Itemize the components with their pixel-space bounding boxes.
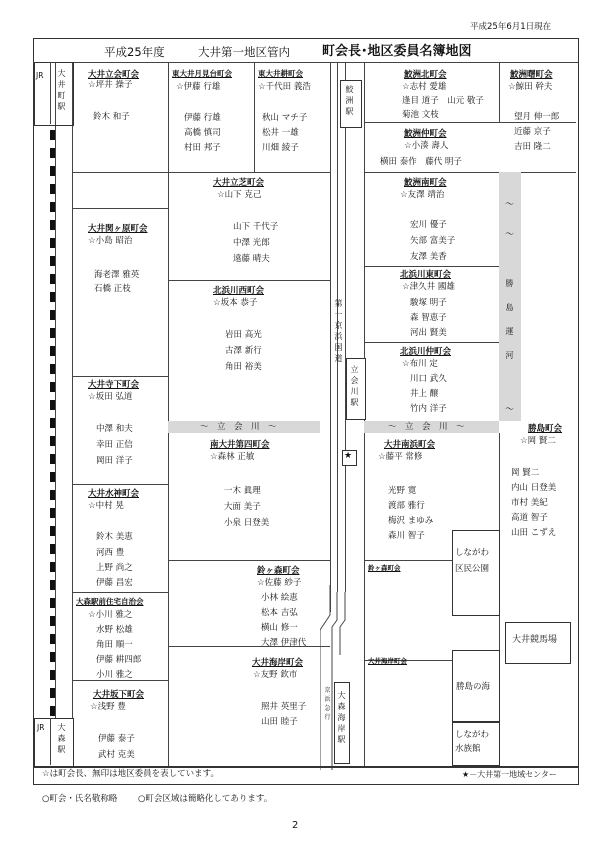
- page-title: 町会長･地区委員名簿地図: [322, 44, 472, 59]
- council-member: 松井 一雄: [262, 128, 299, 138]
- council-name-small: 鈴ヶ森町会: [368, 564, 401, 572]
- council-name: 鮫洲曙町会: [510, 70, 553, 80]
- tachiaigawa-station: 立会川駅: [350, 365, 359, 407]
- column-line: [254, 62, 255, 172]
- council-member: 古澤 新行: [225, 346, 262, 356]
- block-divider: [364, 266, 499, 267]
- council-member: 森川 智子: [388, 531, 425, 541]
- council-member: 高道 智子: [511, 513, 548, 523]
- council-name: 東大井耕町会: [258, 69, 303, 78]
- council-member: 逢目 道子 山元 敬子: [402, 96, 484, 106]
- wave-glyph: ～: [505, 405, 515, 415]
- footnote-1: ○町会・氏名敬称略: [42, 794, 118, 804]
- council-member: ☆山下 克己: [217, 190, 262, 200]
- block-divider: [364, 172, 499, 173]
- station-divider: [50, 62, 51, 124]
- block-divider: [72, 376, 168, 377]
- council-member: ☆坪井 操子: [88, 80, 133, 90]
- council-member: 鈴木 和子: [93, 112, 130, 122]
- legend-box: [33, 766, 579, 785]
- legend-center-note: ★－大井第一地域センター: [462, 770, 557, 779]
- council-name: 北浜川西町会: [213, 286, 265, 296]
- council-member: 川畑 綾子: [262, 143, 299, 153]
- council-member: ☆坂田 弘道: [88, 392, 133, 402]
- council-member: 山下 千代子: [233, 222, 279, 232]
- council-member: ☆千代田 義浩: [258, 82, 311, 92]
- council-name: 大井寺下町会: [88, 380, 140, 390]
- footnote-2: ○町会区域は簡略化してあります。: [138, 794, 273, 804]
- council-member: 駿塚 明子: [410, 298, 447, 308]
- council-member: 角田 順一: [96, 640, 133, 650]
- council-member: ☆小川 雅之: [88, 610, 133, 620]
- council-name: 大井南浜町会: [384, 440, 436, 450]
- council-name: 大井水神町会: [88, 489, 140, 499]
- council-name: 大井坂下町会: [93, 690, 145, 700]
- council-name: 鈴ヶ森町会: [257, 566, 300, 576]
- council-name: 北浜川東町会: [400, 270, 452, 280]
- council-member: 照井 英里子: [261, 702, 307, 712]
- council-member: 高橋 慎司: [184, 128, 221, 138]
- council-member: 横山 修一: [261, 623, 298, 633]
- council-member: ☆藤平 常修: [378, 452, 423, 462]
- council-member: 市村 美紀: [511, 498, 548, 508]
- council-member: 宏川 優子: [410, 220, 447, 230]
- council-name: 大井立会町会: [88, 70, 140, 80]
- council-member: 矢部 富美子: [410, 236, 456, 246]
- council-member: 川口 武久: [410, 374, 447, 384]
- council-name: 大井海岸町会: [252, 658, 304, 668]
- jr-track: [50, 130, 55, 716]
- katsushima-canal-label: 勝島運河: [505, 279, 514, 360]
- council-member: ☆志村 愛雄: [402, 82, 447, 92]
- council-name: 勝島町会: [528, 424, 563, 434]
- title-divider: [33, 62, 578, 63]
- river-label-right: ～ 立 会 川 ～: [388, 422, 465, 432]
- council-name: 大井立芝町会: [213, 178, 265, 188]
- council-member: ☆森林 正敏: [210, 452, 255, 462]
- council-member: 松本 吉弘: [261, 608, 298, 618]
- council-member: 村田 邦子: [184, 143, 221, 153]
- column-line: [499, 62, 500, 122]
- council-member: 岡 賢二: [511, 468, 540, 478]
- council-member: ☆友澤 靖治: [400, 190, 445, 200]
- council-name: 北浜川仲町会: [400, 347, 452, 357]
- council-member: ☆坂本 恭子: [213, 298, 258, 308]
- council-member: 伊藤 行雄: [184, 113, 221, 123]
- council-member: ☆浅野 豊: [90, 702, 126, 712]
- council-member: ☆佐藤 紗子: [257, 578, 302, 588]
- council-member: 武村 克美: [98, 750, 135, 760]
- page-number: 2: [292, 820, 299, 831]
- council-member: 中澤 和夫: [96, 424, 133, 434]
- omori-station: 大森駅: [57, 723, 66, 754]
- jr-line-edge: [55, 62, 56, 718]
- council-member: 幸田 正信: [96, 440, 133, 450]
- council-member: 梅沢 まゆみ: [388, 516, 434, 526]
- council-member: ☆鯨田 幹夫: [508, 82, 553, 92]
- station-divider: [50, 718, 51, 765]
- council-member: 伊藤 耕四郎: [96, 655, 142, 665]
- jr-label: JR: [37, 723, 45, 732]
- council-member: ☆小湊 壽人: [404, 141, 449, 151]
- council-member: 角田 裕美: [225, 362, 262, 372]
- council-member: 秋山 マチ子: [262, 113, 308, 123]
- council-name: 鮫洲南町会: [404, 178, 447, 188]
- daiichi-keihin-edge: [330, 62, 331, 612]
- council-member: 大面 美子: [224, 502, 261, 512]
- council-member: 一木 眞理: [224, 486, 261, 496]
- council-member: 近藤 京子: [514, 127, 551, 137]
- council-member: ☆布川 定: [402, 359, 438, 369]
- samezu-station: 鮫洲駅: [345, 85, 354, 116]
- council-name: 鮫洲北町会: [404, 70, 447, 80]
- council-name: 大森駅前住宅自治会: [76, 597, 144, 606]
- council-member: 伊藤 泰子: [98, 734, 135, 744]
- council-member: 横田 泰作 藤代 明子: [380, 157, 462, 167]
- legend-star-note: ☆は町会長、無印は地区委員を表しています。: [42, 769, 219, 779]
- council-member: 森 智恵子: [410, 313, 447, 323]
- council-member: 内山 日登美: [511, 483, 557, 493]
- council-member: 大澤 伊津代: [261, 638, 307, 648]
- council-member: 河出 賢美: [410, 328, 447, 338]
- council-member: 竹内 洋子: [410, 404, 447, 414]
- council-member: ☆岡 賢二: [520, 436, 556, 446]
- block-divider: [168, 560, 330, 561]
- daiichi-keihin-label: 第一京浜国道: [334, 299, 343, 363]
- council-member: 中澤 光郎: [233, 238, 270, 248]
- wave-glyph: ～: [505, 230, 515, 240]
- council-member: 井上 醸: [410, 389, 439, 399]
- council-member: ☆伊藤 行雄: [176, 82, 221, 92]
- council-member: 水野 松雄: [96, 625, 133, 635]
- block-divider: [72, 172, 168, 173]
- block-divider: [364, 342, 499, 343]
- jr-label: JR: [36, 71, 44, 80]
- council-member: ☆津久井 國雄: [402, 282, 455, 292]
- jr-line-edge: [72, 62, 73, 718]
- title-era: 平成25年度: [104, 45, 165, 59]
- block-divider: [72, 592, 168, 593]
- title-area: 大井第一地区管内: [198, 45, 290, 59]
- council-member: 岡田 洋子: [96, 456, 133, 466]
- council-member: 岩田 高光: [225, 330, 262, 340]
- council-member: 小川 雅之: [96, 670, 133, 680]
- center-star: ★: [344, 451, 353, 461]
- block-divider: [521, 172, 576, 173]
- block-divider: [168, 172, 330, 173]
- block-divider: [364, 560, 452, 561]
- council-member: 河西 豊: [96, 548, 125, 558]
- column-line: [168, 62, 169, 766]
- keikyu-line-edge: [345, 62, 346, 592]
- council-member: 伊藤 昌宏: [96, 578, 133, 588]
- council-member: 遠藤 晴夫: [233, 254, 270, 264]
- council-name: 東大井月見台町会: [172, 69, 232, 78]
- council-member: ☆中村 晃: [88, 501, 124, 511]
- shinagawa-park: しながわ区民公園: [455, 548, 490, 574]
- council-member: 山田 こずえ: [511, 528, 557, 538]
- council-member: 吉田 隆二: [514, 142, 551, 152]
- council-member: 海老澤 雅英: [94, 270, 140, 280]
- council-member: 上野 尚之: [96, 563, 133, 573]
- council-member: 鈴木 美恵: [96, 532, 133, 542]
- council-member: 石橋 正枝: [94, 284, 131, 294]
- council-member: 小林 絵恵: [261, 593, 298, 603]
- keikyu-label: 京浜急行: [324, 687, 331, 721]
- council-member: 菊池 文枝: [402, 110, 439, 120]
- council-member: 望月 伸一郎: [514, 112, 560, 122]
- council-member: 山田 睦子: [261, 717, 298, 727]
- katsushima-sea: 勝島の海: [456, 682, 491, 692]
- date-label: 平成25年6月1日現在: [470, 22, 552, 32]
- council-name-small: 大井海岸町会: [368, 657, 407, 665]
- council-member: 小泉 日登美: [224, 518, 270, 528]
- oi-racecourse: 大井競馬場: [512, 635, 558, 645]
- block-divider: [168, 280, 330, 281]
- river-label-left: ～ 立 会 川 ～: [200, 422, 277, 432]
- council-member: 友澤 美香: [410, 252, 447, 262]
- council-name: 南大井第四町会: [210, 440, 270, 450]
- block-divider: [72, 484, 168, 485]
- council-member: 渡部 雅行: [388, 501, 425, 511]
- council-name: 大井関ヶ原町会: [88, 224, 148, 234]
- block-divider: [72, 208, 168, 209]
- wave-glyph: ～: [505, 200, 515, 210]
- oimachi-station: 大井町駅: [57, 69, 66, 111]
- council-member: ☆友野 欽市: [253, 670, 298, 680]
- shinagawa-aquarium: しながわ水族館: [455, 730, 490, 754]
- council-name: 鮫洲仲町会: [404, 129, 447, 139]
- council-member: 光野 寛: [388, 486, 417, 496]
- omorikaigan-station: 大森海岸駅: [337, 691, 346, 744]
- council-member: ☆小島 昭治: [88, 236, 133, 246]
